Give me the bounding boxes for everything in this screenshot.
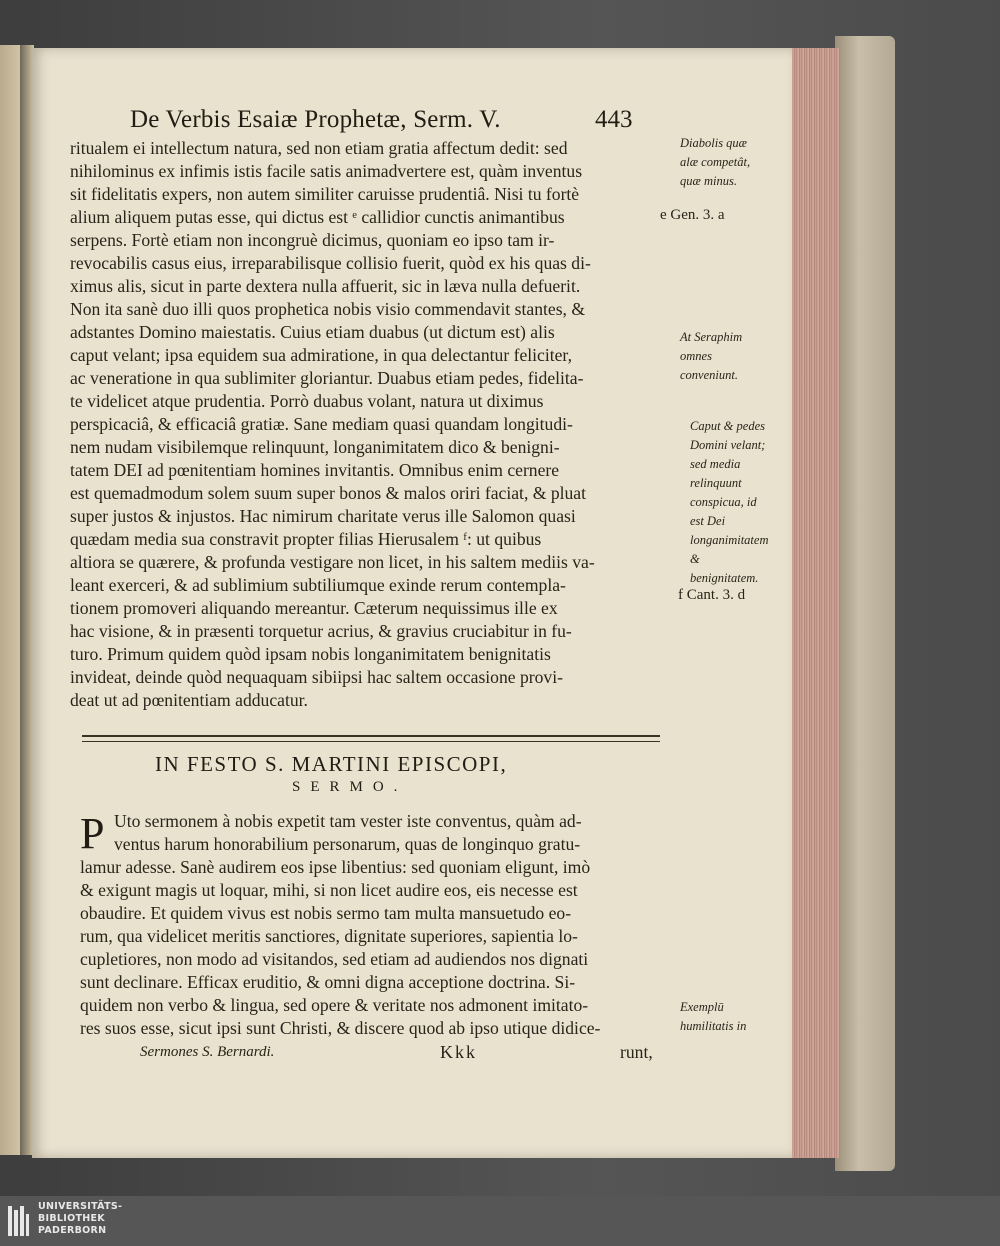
library-name-line-2: BIBLIOTHEK: [38, 1213, 105, 1224]
text-line: nihilominus ex infimis istis facile satis animadvertere est, quàm inventus: [70, 161, 583, 181]
library-name: [38, 1201, 122, 1237]
text-line: adstantes Domino maiestatis. Cuius etiam duabus (ut dictum est) alis: [70, 322, 555, 342]
section-divider: [82, 735, 660, 742]
text-line: te videlicet atque prudentia. Porrò duabus volant, natura ut diximus: [70, 391, 544, 411]
sermon-text-line: rum, qua videlicet meritis sanctiores, dignitate superiores, sapientia lo-: [80, 926, 578, 946]
library-footer-bar: [0, 1196, 1000, 1246]
sermon-text-line: lamur adesse. Sanè audirem eos ipse libentius: sed quoniam eligunt, imò: [80, 857, 591, 877]
marginal-note-1: Diabolis quæ alæ competât, quæ minus.: [680, 136, 751, 188]
sermon-text-line: sunt declinare. Efficax eruditio, & omni digna acceptione doctrina. Si-: [80, 972, 576, 992]
sermon-text-line: & exigunt magis ut loquar, mihi, si non licet audire eos, eis necesse est: [80, 880, 578, 900]
text-line: ritualem ei intellectum natura, sed non etiam gratia affectum dedit: sed: [70, 138, 568, 158]
text-line: hac visione, & in præsenti torquetur acrius, & gravius cruciabitur in fu-: [70, 621, 572, 641]
running-header: [130, 106, 633, 134]
text-line: deat ut ad pœnitentiam adducatur.: [70, 690, 308, 710]
signature-mark: Kkk: [440, 1042, 477, 1062]
sermon-text-line: Uto sermonem à nobis expetit tam vester iste conventus, quàm ad-: [114, 811, 582, 831]
text-line: Non ita sanè duo illi quos prophetica nobis visio commendavit stantes, &: [70, 299, 586, 319]
marginal-reference-2: f Cant. 3. d: [678, 587, 746, 603]
text-line: altiora se quærere, & profunda vestigare non licet, in his saltem mediis va-: [70, 552, 595, 572]
sermon-text-line: obaudire. Et quidem vivus est nobis sermo tam multa mansuetudo eo-: [80, 903, 572, 923]
library-name-line-1: UNIVERSITÄTS-: [38, 1201, 123, 1212]
text-line: alium aliquem putas esse, qui dictus est ᵉ callidior cunctis animantibus: [70, 207, 565, 227]
text-line: serpens. Fortè etiam non incongruè dicimus, quoniam eo ipso tam ir-: [70, 230, 555, 250]
marginal-note-2: At Seraphim omnes conveniunt.: [680, 330, 743, 382]
text-line: ximus alis, sicut in parte dextera nulla affuerit, sic in læva nulla defuerit.: [70, 276, 581, 296]
text-line: ac veneratione in qua sublimiter gloriantur. Duabus etiam pedes, fidelita-: [70, 368, 584, 388]
running-title: De Verbis Esaiæ Prophetæ, Serm. V.: [130, 106, 501, 133]
text-line: invideat, deinde quòd nequaquam sibiipsi hac saltem occasione provi-: [70, 667, 563, 687]
sermon-text-line: ventus harum honorabilium personarum, quas de longinquo gratu-: [114, 834, 581, 854]
library-name-line-3: PADERBORN: [38, 1225, 107, 1236]
page-number: 443: [595, 106, 633, 133]
page-edges: [790, 48, 840, 1158]
text-line: turo. Primum quidem quòd ipsam nobis longanimitatem benignitatis: [70, 644, 551, 664]
text-line: perspicaciâ, & efficaciâ gratiæ. Sane mediam quasi quandam longitudi-: [70, 414, 573, 434]
marginal-note-3: Caput & pedes Domini velant; sed media relinquunt conspicua, id est Dei longanimitatem & benignitatem.: [690, 419, 769, 585]
section-subtitle: SERMO.: [292, 779, 408, 795]
sermon-text-line: quidem non verbo & lingua, sed opere & veritate nos admonent imitato-: [80, 995, 589, 1015]
section-title: IN FESTO S. MARTINI EPISCOPI,: [155, 752, 508, 776]
sermon-text-line: res suos esse, sicut ipsi sunt Christi, & discere quod ab ipso utique didice-: [80, 1018, 601, 1038]
sermon-text-block: [80, 810, 662, 1040]
text-line: tatem DEI ad pœnitentiam homines invitantis. Omnibus enim cernere: [70, 460, 560, 480]
text-line: nem nudam visibilemque relinquunt, longanimitatem dico & benigni-: [70, 437, 560, 457]
text-line: leant exerceri, & ad sublimium subtiliumque exinde rerum contempla-: [70, 575, 566, 595]
text-line: revocabilis casus eius, irreparabilisque collisio fuerit, quòd ex his quas di-: [70, 253, 591, 273]
drop-capital: P: [80, 809, 105, 858]
text-line: est quemadmodum solem suum super bonos & malos oriri faciat, & pluat: [70, 483, 587, 503]
text-line: quædam media sua constravit propter filias Hierusalem ᶠ: ut quibus: [70, 529, 542, 549]
text-line: sit fidelitatis expers, non autem similiter caruisse prudentiâ. Nisi tu fortè: [70, 184, 580, 204]
main-text-block: [70, 137, 658, 712]
text-line: caput velant; ipsa equidem sua admiratione, in qua delectantur feliciter,: [70, 345, 572, 365]
library-logo-icon: [6, 1204, 30, 1238]
marginal-reference-1: e Gen. 3. a: [660, 207, 725, 223]
text-line: tionem promoveri aliquando mereantur. Cæterum nequissimus ille ex: [70, 598, 558, 618]
text-line: super justos & injustos. Hac nimirum charitate verus ille Salomon quasi: [70, 506, 576, 526]
footer-title: Sermones S. Bernardi.: [140, 1044, 275, 1060]
sermon-text-line: cupletiores, non modo ad visitandos, sed etiam ad audiendos nos dignati: [80, 949, 589, 969]
marginal-note-4: Exemplū humilitatis in: [680, 1000, 747, 1033]
catchword: runt,: [620, 1042, 653, 1062]
book-cover: [835, 36, 895, 1171]
